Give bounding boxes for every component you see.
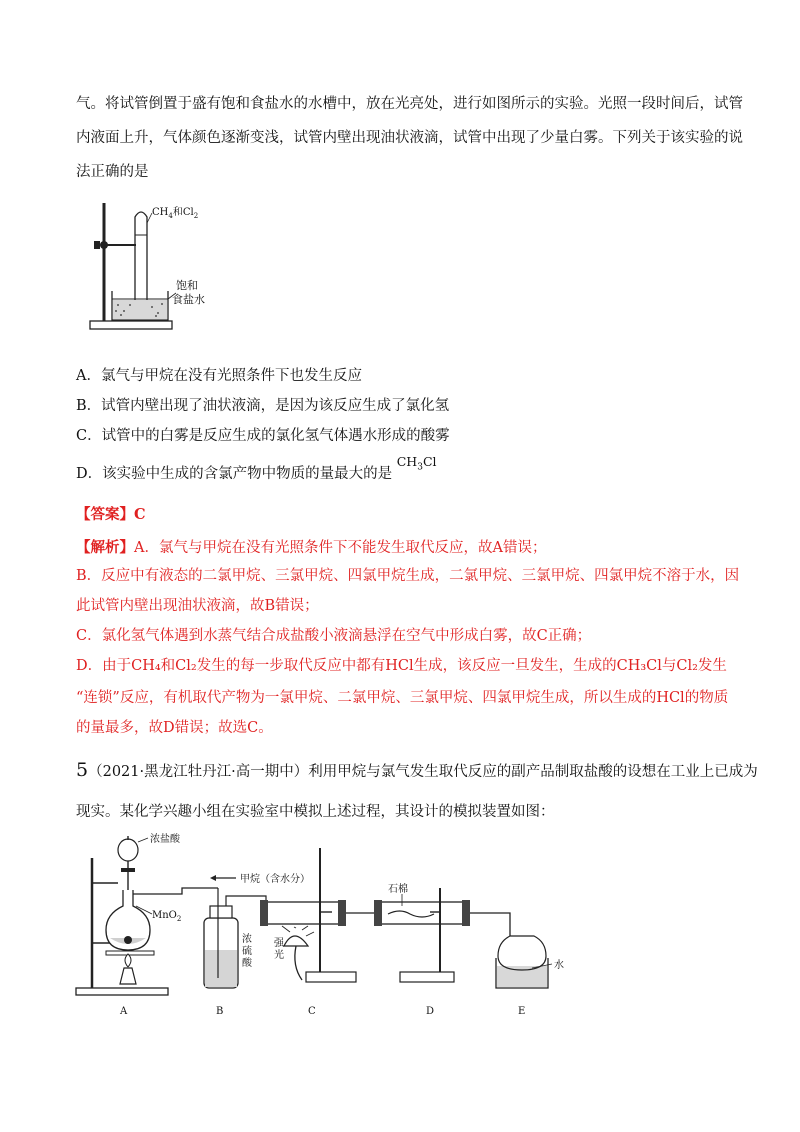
light-label-1: 强 xyxy=(274,938,284,949)
option-d-text: D．该实验中生成的含氯产物中物质的量最大的是 xyxy=(76,466,393,482)
label-e: E xyxy=(518,1006,526,1017)
gas-label: CH xyxy=(152,207,169,218)
option-d-formula: $CH_3Cl$ xyxy=(396,454,437,473)
label-a: A xyxy=(120,1006,128,1017)
apparatus-c xyxy=(260,848,380,982)
label-d: D xyxy=(426,1006,435,1017)
apparatus-b xyxy=(204,872,310,988)
gas-label-mid: 和Cl xyxy=(172,207,194,218)
mno2-label-sub: 2 xyxy=(176,915,182,923)
intro-line-3: 法正确的是 xyxy=(76,164,149,180)
apparatus-d xyxy=(374,882,510,982)
analysis-line-1 xyxy=(76,538,546,558)
analysis-line-7: 的量最多，故D错误；故选C。 xyxy=(76,720,273,736)
asbestos-label: 石棉 xyxy=(388,884,408,895)
conc-hcl-label: 浓盐酸 xyxy=(150,834,180,845)
label-c: C xyxy=(308,1006,316,1017)
water-label: 水 xyxy=(554,960,564,971)
analysis-line-2: B．反应中有液态的二氯甲烷、三氯甲烷、四氯甲烷生成，二氯甲烷、三氯甲烷、四氯甲烷不溶于水，因 xyxy=(76,568,740,584)
apparatus-e xyxy=(496,936,564,988)
question-number: 5 xyxy=(76,759,89,781)
analysis-line-6: “连锁”反应，有机取代产物为一氯甲烷、二氯甲烷、三氯甲烷、四氯甲烷生成，所以生成的HCl的物质 xyxy=(76,690,729,706)
question-5-stem: （2021·黑龙江牡丹江·高一期中）利用甲烷与氯气发生取代反应的副产品制取盐酸的设想在工业上已成为 xyxy=(88,764,758,780)
option-c: C．试管中的白雾是反应生成的氯化氢气体遇水形成的酸雾 xyxy=(76,428,450,444)
apparatus-a xyxy=(76,832,218,995)
figure-apparatus xyxy=(70,828,580,1028)
option-b: B．试管内壁出现了油状液滴，是因为该反应生成了氯化氢 xyxy=(76,398,450,414)
analysis-line-5: D．由于CH₄和Cl₂发生的每一步取代反应中都有HCl生成，该反应一旦发生，生成的CH₃Cl与Cl₂发生 xyxy=(76,658,727,674)
analysis-a: A．氯气与甲烷在没有光照条件下不能发生取代反应，故A错误； xyxy=(134,540,547,556)
question-5-line-2: 现实。某化学兴趣小组在实验室中模拟上述过程，其设计的模拟装置如图： xyxy=(76,804,555,820)
mno2-label: MnO xyxy=(152,910,177,921)
question-5-line-1 xyxy=(76,760,758,782)
methane-label: 甲烷（含水分） xyxy=(240,874,310,885)
h2so4-label-1: 浓 xyxy=(242,934,252,945)
intro-line-1: 气。将试管倒置于盛有饱和食盐水的水槽中，放在光亮处，进行如图所示的实验。光照一段时间后，试管 xyxy=(76,96,743,112)
h2so4-label-2: 硫 xyxy=(242,946,252,957)
light-label-2: 光 xyxy=(274,950,284,961)
label-b: B xyxy=(216,1006,224,1017)
h2so4-label-3: 酸 xyxy=(242,958,252,969)
gas-label-sub-2: 2 xyxy=(193,212,199,220)
answer-label: 【答案】C xyxy=(76,506,146,523)
analysis-line-4: C．氯化氢气体遇到水蒸气结合成盐酸小液滴悬浮在空气中形成白雾，故C正确； xyxy=(76,628,592,644)
option-a: A．氯气与甲烷在没有光照条件下也发生反应 xyxy=(76,368,362,384)
svg-text:CH4和Cl2 xyxy=(152,206,198,220)
saltwater-label-2: 食盐水 xyxy=(172,293,205,306)
saltwater-label-1: 饱和 xyxy=(176,279,198,292)
intro-line-2: 内液面上升，气体颜色逐渐变浅，试管内壁出现油状液滴，试管中出现了少量白雾。下列关于该实验的说 xyxy=(76,130,743,146)
analysis-line-3: 此试管内壁出现油状液滴，故B错误； xyxy=(76,598,319,614)
analysis-heading: 【解析】 xyxy=(76,539,134,556)
gas-label-sub-1: 4 xyxy=(168,212,173,220)
option-d xyxy=(76,454,437,490)
figure-inverted-tube xyxy=(88,195,238,335)
svg-text:MnO2 xyxy=(152,910,181,923)
